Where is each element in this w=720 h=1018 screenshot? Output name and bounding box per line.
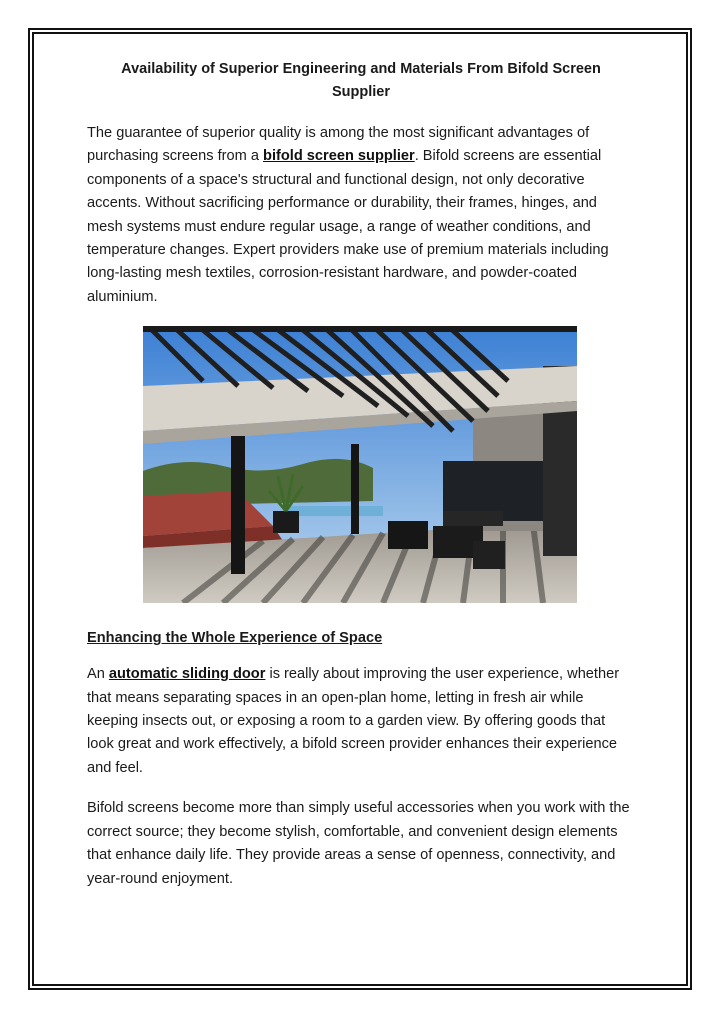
- paragraph-experience: [87, 663, 635, 780]
- document-title: Availability of Superior Engineering and Materials From Bifold Screen Supplier: [121, 61, 601, 100]
- automatic-sliding-door-link[interactable]: automatic sliding door: [108, 666, 266, 683]
- paragraph-text: is really about improving the user experience, whether that means separating spaces in an open-plan home, letting in fresh air while keeping insects out, or exposing a room to a garden view. By offering goods that look great and work effectively, a bifold screen provider enhances their experience and feel.: [87, 666, 620, 776]
- paragraph-text: The guarantee of superior quality is among the most significant advantages of purchasing screens from a: [87, 125, 590, 165]
- section-heading: Enhancing the Whole Experience of Space: [87, 630, 383, 647]
- paragraph-conclusion: Bifold screens become more than simply useful accessories when you work with the correct source; they become stylish, comfortable, and convenient design elements that enhance daily life. They provide areas a sense of openness, connectivity, and year-round enjoyment.: [87, 800, 630, 887]
- paragraph-text: . Bifold screens are essential components of a space's structural and functional design, not only decorative accents. Without sacrificing performance or durability, their frames, hinges, and mesh systems must endure regular usage, a range of weather conditions, and temperature changes. Expert providers make use of premium materials including long-lasting mesh textiles, corrosion-resistant hardware, and powder-coated aluminium.: [87, 148, 609, 305]
- document-body: [87, 58, 635, 908]
- bifold-screen-supplier-link[interactable]: bifold screen supplier: [263, 148, 415, 165]
- pergola-patio-photo: [143, 326, 577, 603]
- paragraph-intro: [87, 122, 635, 309]
- paragraph-text: An: [87, 666, 109, 683]
